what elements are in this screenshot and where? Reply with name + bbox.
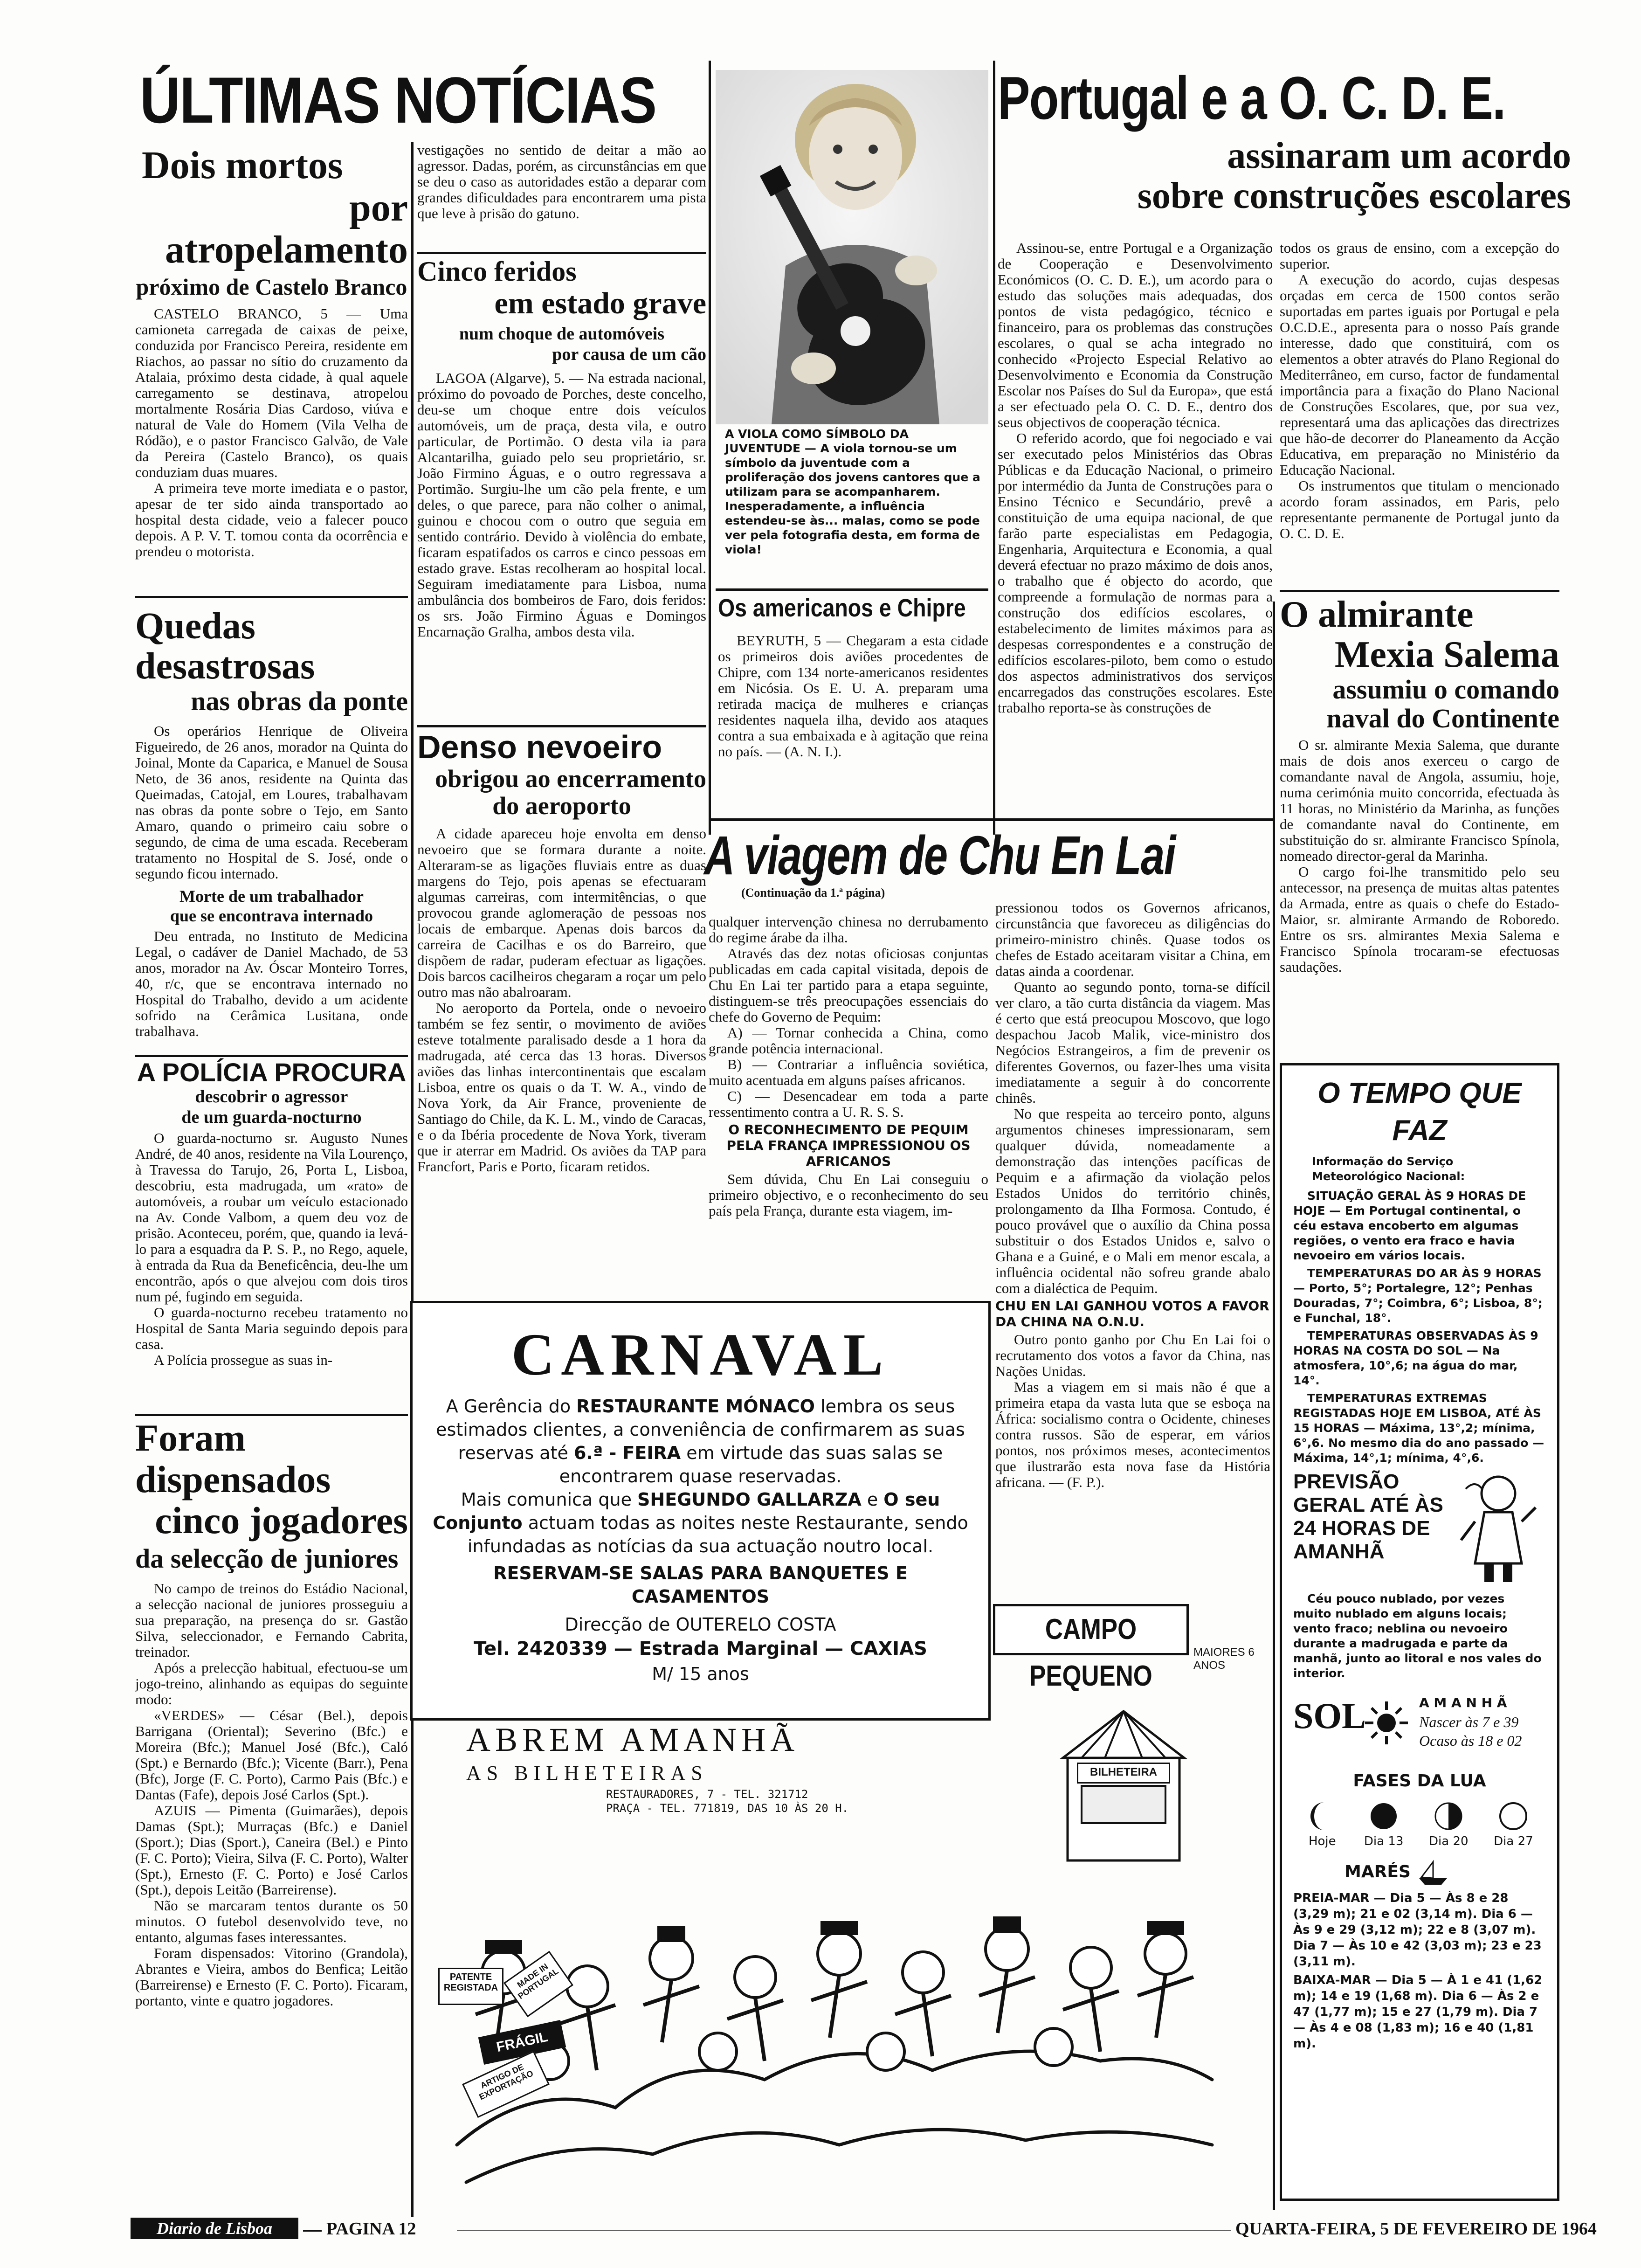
footer-page: PAGINA 12 (326, 2219, 416, 2239)
moon-phase: Dia 27 (1494, 1800, 1533, 1848)
article-nevoeiro (417, 730, 706, 1294)
ad-text: Direcção de OUTERELO COSTA (565, 1614, 836, 1635)
subheadline: do aeroporto (492, 791, 631, 820)
moon-phase: Dia 13 (1364, 1800, 1404, 1848)
article-cinco-feridos (417, 256, 706, 723)
ad-text: Mais comunica que SHEGUNDO GALLARZA e O seu Conjunto actuam todas as noites neste Restaurante, sendo infundadas as notícias da sua actuação noutro local. (433, 1489, 968, 1556)
article-body: LAGOA (Algarve), 5. — Na estrada nacional, próximo do povoado de Porches, deste concelho, deu-se um choque entre dois veículos automóveis, um de praça, desta vila, e outro particular, de Portimão. O desta vila ia para Alcantarilha, guiado pelo seu proprietário, sr. João Firmino Águas, e o outro regressava a Portimão. Surgiu-lhe um cão pela frente, e um deles, o que parece, para não colher o animal, guinou e chocou com o outro que seguia em sentido contrário. Devido à violência do embate, ficaram espatifados os carros e cinco pessoas em estado grave. Estas recolheram ao hospital local. Seguiram imediatamente para Lisboa, numa ambulância dos bombeiros de Faro, dois feridos: os srs. João Firmino Águas e Domingos Encarnação Gralha, ambos desta vila. (417, 370, 706, 640)
section-title: ÚLTIMAS NOTÍCIAS (140, 63, 656, 137)
booth-sign: BILHETEIRA (1077, 1763, 1170, 1784)
subheadline: descobrir o agressor (195, 1087, 348, 1107)
moon-full-icon (1497, 1800, 1530, 1832)
moon-quarter-icon (1432, 1800, 1465, 1832)
headline: Denso nevoeiro (417, 729, 662, 765)
divider (417, 252, 706, 254)
divider (716, 588, 988, 591)
ad-campo-pequeno (410, 1595, 1273, 2201)
subheadline: Morte de um trabalhador (179, 887, 364, 906)
article-chipre (718, 595, 988, 814)
subheadline: por causa de um cão (552, 345, 706, 365)
footer (131, 2216, 1597, 2244)
headline: A POLÍCIA PROCURA (137, 1058, 407, 1087)
ocde-body-left: Assinou-se, entre Portugal e a Organização de Cooperação e Desenvolvimento Económicos (O. C. D. E.), um acordo para o estudo das soluções mais adequadas, dos pontos de vista pedagógico, técnico e financeiro, para os problemas das construções escolares, o qual se acha integrado no conhecido «Projecto Especial Relativo ao Desenvolvimento e Economia da Construção Escolar nos Países do Sul da Europa», que está a ser efectuado pela O. C. D. E., dentro dos seus objectivos de cooperação técnica. O referido acordo, que foi negociado e vai ser executado pelos Ministérios das Obras Públicas e da Educação Nacional, o primeiro por intermédio da Junta de Construções para o Ensino Técnico e Secundário, prevê a constituição de uma equipa nacional, de que farão parte especialistas em Pedagogia, Engenharia, Arquitectura e Economia, a qual deverá efectuar no prazo máximo de dois anos, o trabalho que é objecto do acordo, que compreende a formulação de normas para a construção dos edifícios escolares, o estabelecimento de limites máximos para as despesas correspondentes e a construção de edifícios escolares-piloto, bem como o estudo dos aspectos administrativos dos serviços encarregados das construções escolares. Este trabalho reporta-se às construções de (998, 240, 1273, 716)
article-body: No campo de treinos do Estádio Nacional, a selecção nacional de juniores prosseguiu a sua preparação, na presença do sr. Gastão Silva, seleccionador, e Fernando Cabrita, treinador. Após a prelecção habitual, efectuou-se um jogo-treino, alinhando as equipas do seguinte modo: «VERDES» — César (Bel.), depois Barrigana (Oriental); Severino (Bfc.) e Moreira (Bfc.); Manuel José (Bfc.), Caló (Spt.) e Bernardo (Bfc.); Vicente (Barr.), Pena (Bfc), Jorge (F. C. Porto), Carmo Pais (Bfc.) e Dantas (Fafe), depois José Carlos (Spt.). AZUIS — Pimenta (Guimarães), depois Damas (Spt.); Murraças (Bfc.) e Daniel (Sport.); Dias (Sport.), Caneira (Bel.) e Pinto (F. C. Porto); Vieira, Silva (F. C. Porto), Walter (Spt.), Ernesto (F. C. Porto) e José Carlos (Spt.), depois Leitão (Barreirense). Não se marcaram tentos durante os 50 minutos. O futebol desenvolvido teve, no entanto, algumas fases interessantes. Foram dispensados: Vitorino (Grandola), Abrantes e Vieira, ambos do Benfica; Leitão (Barreirense) e Ernesto (F. C. Porto). Ficaram, portanto, vinte e quatro jogadores. (135, 1580, 408, 2009)
headline: Portugal e a O. C. D. E. (998, 64, 1505, 132)
photo-viola (716, 70, 988, 424)
article-body: BEYRUTH, 5 — Chegaram a esta cidade os primeiros dois aviões procedentes de Chipre, com 134 norte-americanos residentes em Nicósia. Os E. U. A. preparam uma retirada maciça de mulheres e crianças residentes naquela ilha, devido aos ataques contra a sua embaixada e à agitação que reina no país. — (A. N. I.). (718, 632, 988, 760)
ad-age: MAIORES 6 ANOS (1193, 1646, 1255, 1672)
column-rule (1273, 602, 1275, 2210)
tides-text: PREIA-MAR — Dia 5 — Às 8 e 28 (3,29 m); 21 e 02 (3,14 m). Dia 6 — Às 9 e 29 (3,12 m); 22 e 8 (3,07 m). Dia 7 — Às 10 e 42 (3,03 m); 23 e 23 (3,11 m). BAIXA-MAR — Dia 5 — À 1 e 41 (1,62 m); 14 e 19 (1,68 m). Dia 6 — Às 2 e 47 (1,77 m); 15 e 27 (1,79 m). Dia 7 — Às 4 e 08 (1,83 m); 16 e 40 (1,81 m). (1293, 1891, 1543, 2051)
divider (709, 818, 1275, 821)
sun-icon (1363, 1700, 1410, 1746)
tides-title-row (1293, 1858, 1546, 1890)
ocde-body-right: todos os graus de ensino, com a excepção do superior. A execução do acordo, cujas despesas orçadas em cerca de 1500 contos serão suportadas em partes iguais por Portugal e pela O.C.D.E., apresenta para o nosso País grande interesse, dado que constituirá, com os elementos a obter através do Plano Regional do Mediterrâneo, em curso, factor de fundamental importância para a fixação do Plano Nacional de Construções Escolares, que, por sua vez, representará uma das aplicações das directrizes que hão-de decorrer do Planeamento da Acção Educativa, em preparação no Ministério da Educação Nacional. Os instrumentos que titulam o mencionado acordo foram assinados, em Paris, pelo representante permanente de Portugal junto da O. C. D. E. (1280, 240, 1559, 541)
previsao-block (1293, 1470, 1546, 1591)
subheadline: sobre construções escolares (1137, 175, 1571, 217)
subheadline: que se encontrava internado (170, 906, 373, 926)
continuation-note: (Continuação da 1.ª página) (741, 886, 885, 899)
divider (135, 596, 408, 598)
headline: Os americanos e Chipre (718, 594, 966, 622)
headline: em estado grave (494, 286, 706, 320)
footer-dash (303, 2230, 322, 2232)
article-body: A cidade apareceu hoje envolta em denso nevoeiro que se formara durante a noite. Alteraram-se as ligações fluviais entre as duas margens do Tejo, pois apenas se efectuaram algumas carreiras, com intermitências, o que provocou grande aglomeração de pessoas nos locais de embarque. Apenas dois barcos da carreira de Cacilhas e os do Barreiro, que dispõem de radar, puderam efectuar as ligações. Dois barcos cacilheiros chegaram a roçar um pelo outro mas não abalroaram. No aeroporto da Portela, onde o nevoeiro também se fez sentir, o movimento de aviões esteve totalmente paralisado desde a 1 hora da madrugada, até cerca das 13 horas. Diversos aviões das linhas intercontinentais que escalam Lisboa, entre os quais o da T. W. A., vindo de Nova York, da Air France, proveniente de Santiago do Chile, da K. L. M., vindo de Caracas, e o da Ibéria procedente de Nova York, tiveram que ir aterrar em Madrid. Os aviões da TAP para Francfort, Paris e Porto, ficaram retidos. (417, 825, 706, 1175)
article-atropelamento (135, 145, 408, 592)
headline: O almirante (1280, 594, 1474, 635)
box-title: O TEMPO QUE FAZ (1317, 1077, 1522, 1147)
divider (135, 1055, 408, 1057)
subheadline: CHU EN LAI GANHOU VOTOS A FAVOR DA CHINA NA O.N.U. (995, 1298, 1269, 1329)
article-body: CASTELO BRANCO, 5 — Uma camioneta carregada de caixas de peixe, conduzida por Francisco Pereira, residente em Riachos, ao passar no sítio do cruzamento da Atalaia, próximo desta cidade, à qual aquele carregamento se destinava, atropelou mortalmente Rosária Dias Cardoso, viúva e natural de Vale do Homem (Vila Velha de Ródão), e o pastor Francisco Galvão, de Vale da Pereira (Castelo Branco), os quais conduziam duas muares. A primeira teve morte imediata e o pastor, apesar de ter sido ainda transportado ao hospital desta cidade, veio a falecer pouco depois. A P. V. T. tomou conta da ocorrência e prendeu o motorista. (135, 305, 408, 560)
ad-text: M/ 15 anos (652, 1664, 749, 1684)
article-body: O sr. almirante Mexia Salema, que durante mais de dois anos exerceu o cargo de comandante naval de Angola, assumiu, hoje, numa cerimónia muito concorrida, efectuada às 11 horas, no Ministério da Marinha, as funções de comandante naval do Continente, em substituição do sr. almirante Francisco Spínola, nomeado director-geral da Marinha. O cargo foi-lhe transmitido pelo seu antecessor, na presença de muitas altas patentes da Armada, entre as quais o chefe do Estado-Maior, sr. almirante Armando de Roboredo. Entre os srs. almirantes Mexia Salema e Francisco Spínola trocaram-se efectuosas saudações. (1280, 737, 1559, 975)
sunrise: Nascer às 7 e 39 (1419, 1714, 1519, 1730)
moon-new-icon (1367, 1800, 1400, 1832)
ad-text: RESERVAM-SE SALAS PARA BANQUETES E CASAMENTOS (493, 1563, 908, 1607)
moon-crescent-icon (1306, 1800, 1338, 1832)
subheadline: assumiu o comando (1332, 674, 1559, 705)
ad-title: CARNAVAL (511, 1321, 890, 1388)
article-almirante (1280, 595, 1559, 1061)
column-rule (993, 61, 995, 835)
headline: por atropelamento (165, 186, 408, 272)
headline: Cinco feridos (417, 256, 577, 287)
ad-text: A Gerência do RESTAURANTE MÓNACO lembra os seus estimados clientes, a conveniência de confirmarem as suas reservas até 6.ª - FEIRA em virtude das suas salas se encontrarem quase reservadas. (436, 1396, 965, 1487)
moon-phases (1293, 1800, 1546, 1848)
chu-col-a: qualquer intervenção chinesa no derrubamento do regime árabe da ilha. Através das dez notas oficiosas conjuntas publicadas em cada capital visitada, depois de Chu En Lai ter partido para a etapa seguinte, distinguem-se três preocupações essenciais do chefe do Governo de Pequim: A) — Tornar conhecida a China, como grande potência internacional. B) — Contrariar a influência soviética, muito acentuada em alguns países africanos. C) — Desencadear em toda a parte ressentimento contra a U. R. S. S. O RECONHECIMENTO DE PEQUIM PELA FRANÇA IMPRESSIONOU OS AFRICANOS Sem dúvida, Chu En Lai conseguiu o primeiro objectivo, e o reconhecimento do seu país pela França, durante esta viagem, im- (709, 913, 988, 1219)
weather-text: SITUAÇÃO GERAL ÀS 9 HORAS DE HOJE — Em Portugal continental, o céu estava encoberto em algumas regiões, o vento era fraco e havia nevoeiro em vários locais. TEMPERATURAS DO AR ÀS 9 HORAS — Porto, 5°; Portalegre, 12°; Penhas Douradas, 7°; Coimbra, 6°; Lisboa, 8°; e Funchal, 18°. TEMPERATURAS OBSERVADAS ÀS 9 HORAS NA COSTA DO SOL — Na atmosfera, 10°,6; na água do mar, 14°. TEMPERATURAS EXTREMAS REGISTADAS HOJE EM LISBOA, ATÉ ÀS 15 HORAS — Máxima, 13°,2; mínima, 6°,6. No mesmo dia do ano passado — Máxima, 14°,1; mínima, 4°,6. (1293, 1189, 1544, 1465)
moon-title: FASES DA LUA (1353, 1771, 1486, 1791)
package-sign: MADE IN PORTUGAL (503, 1951, 573, 2018)
headline: Quedas desastrosas (135, 606, 315, 687)
headline: Foram dispensados (135, 1417, 331, 1500)
subheadline: naval do Continente (1326, 703, 1559, 734)
subheadline: nas obras da ponte (191, 685, 408, 716)
column-rule (709, 61, 711, 835)
forecast-title: PREVISÃO GERAL ATÉ ÀS 24 HORAS DE AMANHÃ (1293, 1470, 1443, 1563)
forecast-text: Céu pouco nublado, por vezes muito nublado em alguns locais; vento fraco; neblina ou nevoeiro durante a madrugada e parte da manhã, junto ao litoral e nos vales do interior. (1293, 1592, 1542, 1680)
package-sign: PATENTE REGISTADA (438, 1968, 503, 2005)
article-policia (135, 1058, 408, 1413)
footer-date: QUARTA-FEIRA, 5 DE FEVEREIRO DE 1964 (1235, 2219, 1597, 2239)
subheadline: O RECONHECIMENTO DE PEQUIM PELA FRANÇA IMPRESSIONOU OS AFRICANOS (726, 1122, 971, 1169)
chu-col-b: pressionou todos os Governos africanos, circunstância que favoreceu as diligências do primeiro-ministro chinês. Quase todos os chefes de Estado aceitaram visitar a China, em datas ainda a coordenar. Quanto ao segundo ponto, torna-se difícil ver claro, a tão curta distância da viagem. Mas é certo que está preocupou Moscovo, que logo despachou Jacob Malik, vice-ministro dos Negócios Estrangeiros, a fim de prevenir os diferentes Governos, ou fazer-lhes uma visita imediatamente a seguir à do concorrente chinês. No que respeita ao terceiro ponto, alguns argumentos chineses impressionaram, sem qualquer dúvida, nomeadamente a demonstração das intenções pacíficas de Pequim e a afirmação da violação pelos Estados Unidos do território chinês, prolongamento da Ilha Formosa. Contudo, é pouco provável que o auxílio da China possa substituir o dos Estados Unidos e, salvo o Ghana e a Guiné, e o Mali em menor escala, a influência ocidental não sofreu grande abalo com a dialéctica de Pequim. CHU EN LAI GANHOU VOTOS A FAVOR DA CHINA NA O.N.U. Outro ponto ganho por Chu En Lai foi o recrutamento dos votos a favor da China, nas Nações Unidas. Mas a viagem em si mais não é que a primeira etapa da vasta luta que se esboça na África: socialismo contra o Ocidente, chineses contra russos. São de esperar, em vários pontos, nos próximos meses, acontecimentos que ilustrarão esta nova fase da História africana. — (F. P.). (995, 899, 1270, 1490)
sunset: Ocaso às 18 e 02 (1419, 1732, 1522, 1749)
subheadline: obrigou ao encerramento (435, 764, 706, 793)
ad-text: Tel. 2420339 — Estrada Marginal — CAXIAS (474, 1638, 927, 1660)
article-body: Deu entrada, no Instituto de Medicina Legal, o cadáver de Daniel Machado, de 53 anos, morador na Av. Óscar Monteiro Torres, 40, r/c, que se encontrava internado no Hospital do Trabalho, devido a um acidente sofrido na Cerâmica Lusitana, onde trabalhava. (135, 928, 408, 1040)
headline: cinco jogadores (155, 1499, 408, 1542)
headline: A viagem de Chu En Lai (704, 825, 1175, 886)
article-quedas (135, 606, 408, 1054)
continuation-text: vestigações no sentido de deitar a mão ao agressor. Dadas, porém, as circunstâncias em que se deu o caso as autoridades estão a deparar com grandes dificuldades para encontrarem uma pista que leve à prisão do gatuno. (417, 142, 706, 221)
weather-source: Informação do Serviço Meteorológico Nacional: (1312, 1155, 1465, 1183)
footer-rule (457, 2230, 1231, 2231)
divider (135, 1414, 408, 1416)
subheadline: da selecção de juniores (135, 1543, 399, 1574)
boat-icon (1414, 1860, 1452, 1888)
sun-date: A M A N H Ã (1419, 1695, 1507, 1710)
moon-phase: Hoje (1306, 1800, 1338, 1848)
article-dispensados (135, 1418, 408, 2210)
subheadline: assinaram um acordo (1227, 135, 1571, 176)
girl-with-guitar-photo (716, 70, 988, 424)
subheadline: num choque de automóveis (459, 324, 665, 344)
divider (417, 725, 706, 727)
package-sign: ARTIGO DE EXPORTAÇÃO (462, 2051, 550, 2118)
divider (1280, 590, 1559, 592)
box-tempo (1280, 1063, 1559, 2201)
sun-title: SOL (1293, 1695, 1366, 1736)
tides-title: MARÉS (1345, 1862, 1411, 1881)
subheadline: próximo de Castelo Branco (136, 274, 407, 300)
photo-caption: A VIOLA COMO SÍMBOLO DA JUVENTUDE — A viola tornou-se um símbolo da juventude com a proliferação dos jovens cantores que a utilizam para se acompanharem. Inesperadamente, a influência estendeu-se às... malas, como se pode ver pela fotografia desta, em forma de viola! (725, 427, 980, 556)
package-sign: FRÁGIL (478, 2020, 566, 2065)
crowd-illustration (438, 1819, 1231, 2192)
sun-block (1293, 1690, 1546, 1770)
article-body: Os operários Henrique de Oliveira Figueiredo, de 26 anos, morador na Quinta do Joinal, Monte da Caparica, e Manuel de Sousa Neto, de 36 anos, residente na Quinta das Queimadas, Catojal, em Loures, trabalhavam nas obras da ponte sobre o Tejo, em Santo Amaro, quando o primeiro caiu sobre o segundo, de cima de uma escada. Receberam tratamento no Hospital de S. José, onde o segundo ficou internado. (135, 723, 408, 882)
ad-abrem: ABREM AMANHÃ AS BILHETEIRAS RESTAURADORES, 7 - TEL. 321712 PRAÇA - TEL. 771819, DAS 10 ÀS 20 H. (466, 1721, 849, 1815)
footer-masthead: Diario de Lisboa (131, 2218, 298, 2239)
forecast-figure-icon (1456, 1470, 1545, 1587)
ad-campo-title: CAMPO PEQUENO (993, 1604, 1189, 1655)
article-body: O guarda-nocturno sr. Augusto Nunes André, de 40 anos, residente na Vila Lourenço, à Travessa do Tarujo, 26, Porta L, Lisboa, descobriu, esta madrugada, um «rato» de automóveis, a roubar um veículo estacionado na Av. Conde Valbom, a quem deu voz de prisão. Aconteceu, porém, que, quando ia levá-lo para a esquadra da P. S. P., no Rego, aquele, à entrada da Rua da Beneficência, deu-lhe um encontrão, após o que alvejou com dois tiros num pé, fugindo em seguida. O guarda-nocturno recebeu tratamento no Hospital de Santa Maria seguindo depois para casa. A Polícia prossegue as suas in- (135, 1130, 408, 1369)
subheadline: de um guarda-nocturno (181, 1107, 362, 1127)
headline: Dois mortos (142, 144, 343, 187)
moon-phase: Dia 20 (1429, 1800, 1469, 1848)
headline: Mexia Salema (1334, 634, 1559, 676)
